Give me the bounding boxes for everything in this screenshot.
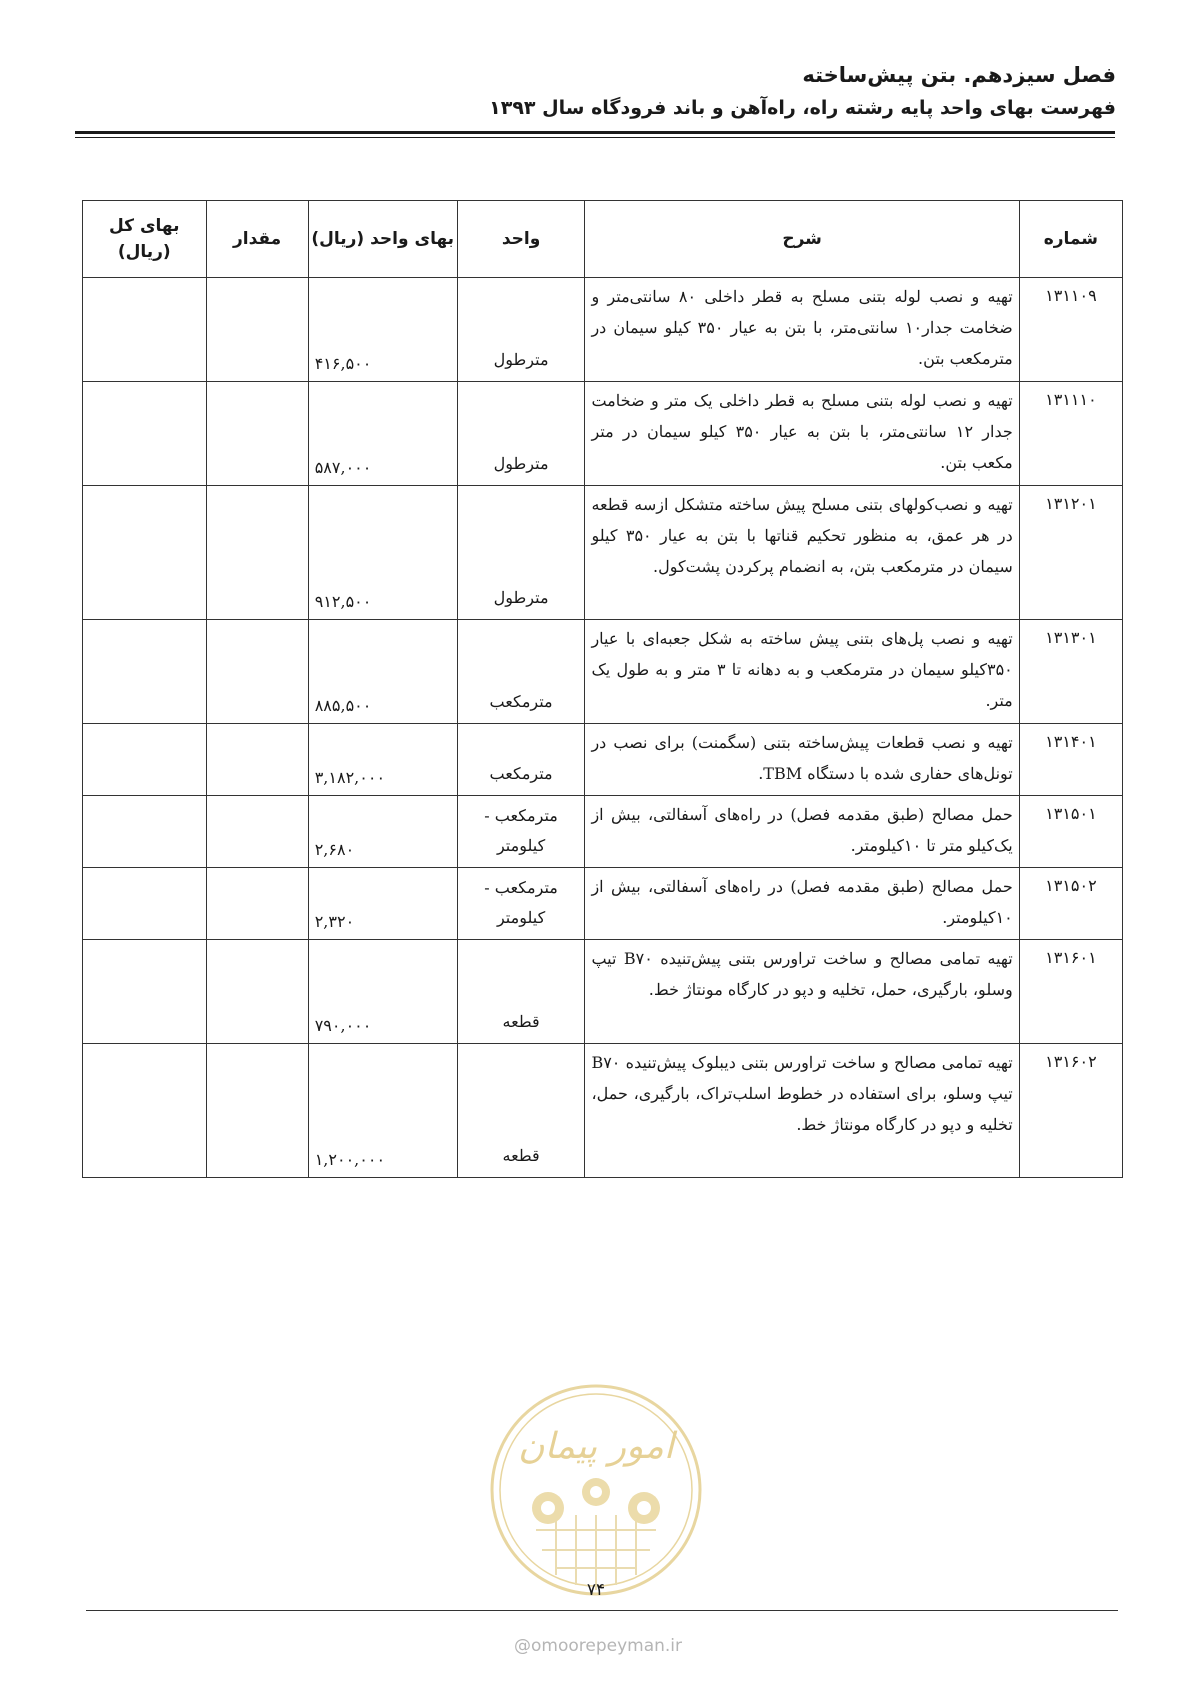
chapter-title: فصل سیزدهم. بتن پیش‌ساخته [802,63,1116,87]
row-quantity [206,620,308,724]
page-number: ۷۴ [586,1580,606,1600]
row-unit: مترمکعب [457,620,585,724]
header-rule-thick [75,131,1115,134]
row-unit: قطعه [457,940,585,1044]
seal-text: امور پیمان [518,1426,674,1467]
row-total-price [83,278,207,382]
row-unit: مترمکعب [457,724,585,796]
row-description: تهیه و نصب لوله بتنی مسلح به قطر داخلی یک متر و ضخامت جدار ۱۲ سانتی‌متر، با بتن به عیار ۳۵۰ کیلو سیمان در متر مکعب بتن. [585,382,1019,486]
row-unit-price: ۴۱۶,۵۰۰ [308,278,457,382]
row-quantity [206,382,308,486]
document-subtitle: فهرست بهای واحد پایه رشته راه، راه‌آهن و باند فرودگاه سال ۱۳۹۳ [489,97,1116,119]
table-row [83,940,1123,1044]
row-unit: مترمکعب - کیلومتر [457,796,585,868]
row-description: حمل مصالح (طبق مقدمه فصل) در راه‌های آسفالتی، بیش از ۱۰کیلومتر. [585,868,1019,940]
row-code: ۱۳۱۵۰۲ [1019,868,1122,940]
row-quantity [206,796,308,868]
column-header-code: شماره [1019,201,1122,278]
table-row [83,278,1123,382]
table-row [83,1044,1123,1178]
row-description: تهیه و نصب پل‌های بتنی پیش ساخته به شکل جعبه‌ای با عیار ۳۵۰کیلو سیمان در مترمکعب و به دهانه تا ۳ متر و به طول یک متر. [585,620,1019,724]
table-row [83,796,1123,868]
table-body [83,278,1123,1178]
row-code: ۱۳۱۱۰۹ [1019,278,1122,382]
row-total-price [83,1044,207,1178]
column-header-total-price: بهای کل (ریال) [83,201,207,278]
row-description: تهیه تمامی مصالح و ساخت تراورس بتنی پیش‌تنیده B۷۰ تیپ وسلو، بارگیری، حمل، تخلیه و دپو در کارگاه مونتاژ خط. [585,940,1019,1044]
table-row [83,486,1123,620]
row-quantity [206,724,308,796]
column-header-unit: واحد [457,201,585,278]
row-unit: مترطول [457,486,585,620]
row-code: ۱۳۱۴۰۱ [1019,724,1122,796]
footer-rule [86,1610,1118,1611]
row-unit-price: ۹۱۲,۵۰۰ [308,486,457,620]
row-code: ۱۳۱۵۰۱ [1019,796,1122,868]
row-unit-price: ۳,۱۸۲,۰۰۰ [308,724,457,796]
row-code: ۱۳۱۳۰۱ [1019,620,1122,724]
row-total-price [83,724,207,796]
row-total-price [83,486,207,620]
row-quantity [206,868,308,940]
table-row [83,382,1123,486]
row-description: تهیه و نصب‌کولهای بتنی مسلح پیش ساخته متشکل ازسه قطعه در هر عمق، به منظور تحکیم قناتها با بتن به عیار ۳۵۰ کیلو سیمان در مترمکعب بتن، به انضمام پرکردن پشت‌کول. [585,486,1019,620]
row-unit: مترمکعب - کیلومتر [457,868,585,940]
row-unit-price: ۸۸۵,۵۰۰ [308,620,457,724]
row-description: تهیه و نصب لوله بتنی مسلح به قطر داخلی ۸۰ سانتی‌متر و ضخامت جدار۱۰ سانتی‌متر، با بتن به عیار ۳۵۰ کیلو سیمان در مترمکعب بتن. [585,278,1019,382]
row-total-price [83,796,207,868]
row-total-price [83,940,207,1044]
column-header-quantity: مقدار [206,201,308,278]
row-code: ۱۳۱۲۰۱ [1019,486,1122,620]
row-total-price [83,868,207,940]
row-description: تهیه تمامی مصالح و ساخت تراورس بتنی دیبلوک پیش‌تنیده B۷۰ تیپ وسلو، برای استفاده در خطوط اسلب‌تراک، بارگیری، حمل، تخلیه و دپو در کارگاه مونتاژ خط. [585,1044,1019,1178]
row-unit: مترطول [457,278,585,382]
watermark-text: @omoorepeyman.ir [513,1636,683,1656]
row-total-price [83,620,207,724]
table-header-row [83,201,1123,278]
row-unit-price: ۷۹۰,۰۰۰ [308,940,457,1044]
row-description: حمل مصالح (طبق مقدمه فصل) در راه‌های آسفالتی، بیش از یک‌کیلو متر تا ۱۰کیلومتر. [585,796,1019,868]
row-quantity [206,278,308,382]
row-quantity [206,940,308,1044]
table-row [83,724,1123,796]
column-header-description: شرح [585,201,1019,278]
table-row [83,868,1123,940]
row-quantity [206,486,308,620]
row-total-price [83,382,207,486]
row-unit-price: ۲,۳۲۰ [308,868,457,940]
row-quantity [206,1044,308,1178]
row-unit: مترطول [457,382,585,486]
row-unit-price: ۲,۶۸۰ [308,796,457,868]
row-unit-price: ۵۸۷,۰۰۰ [308,382,457,486]
page-header [76,58,1116,124]
row-code: ۱۳۱۶۰۲ [1019,1044,1122,1178]
table-row [83,620,1123,724]
row-code: ۱۳۱۱۱۰ [1019,382,1122,486]
row-unit-price: ۱,۲۰۰,۰۰۰ [308,1044,457,1178]
row-code: ۱۳۱۶۰۱ [1019,940,1122,1044]
header-rule-thin [75,137,1115,138]
row-description: تهیه و نصب قطعات پیش‌ساخته بتنی (سگمنت) برای نصب در تونل‌های حفاری شده با دستگاه TBM. [585,724,1019,796]
price-table [82,200,1123,1178]
row-unit: قطعه [457,1044,585,1178]
seal-logo [486,1380,706,1600]
column-header-unit-price: بهای واحد (ریال) [308,201,457,278]
